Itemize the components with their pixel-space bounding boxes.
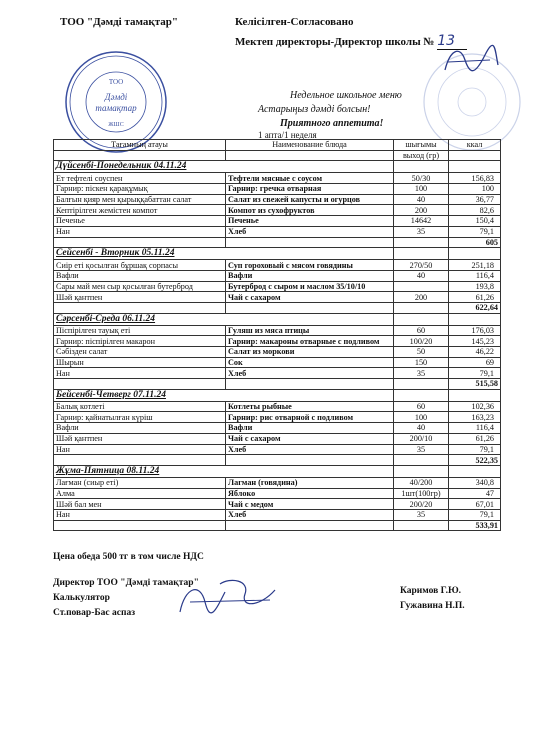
table-row	[54, 173, 501, 184]
dish-rus: Вафли	[226, 270, 394, 281]
day-total-kcal: 522,35	[449, 455, 501, 466]
day-header-row	[54, 313, 501, 325]
header-empty-cell	[226, 150, 394, 161]
dish-kaz: Нан	[54, 509, 226, 520]
dish-portion: 40	[394, 423, 449, 434]
menu-title: Недельное школьное меню	[290, 90, 402, 101]
table-row	[54, 509, 501, 520]
stamp-name2: тамақтар	[95, 103, 137, 113]
day-header-row	[54, 389, 501, 401]
dish-kcal: 36,77	[449, 194, 501, 205]
dish-rus: Тефтели мясные с соусом	[226, 173, 394, 184]
director-name: Каримов Г.Ю.	[400, 586, 462, 596]
dish-kaz: Печенье	[54, 216, 226, 227]
dish-portion: 100	[394, 412, 449, 423]
dish-portion: 1шт(100гр)	[394, 488, 449, 499]
table-row	[54, 401, 501, 412]
dish-portion: 200	[394, 292, 449, 303]
chef-label: Ст.повар-Бас аспаз	[53, 608, 136, 618]
table-row	[54, 336, 501, 347]
table-row	[54, 423, 501, 434]
dish-kaz: Вафли	[54, 423, 226, 434]
dish-rus: Сок	[226, 357, 394, 368]
dish-portion: 200/10	[394, 433, 449, 444]
dish-kaz: Нан	[54, 444, 226, 455]
stamp-top-text: ТОО	[108, 78, 124, 86]
dish-portion	[394, 281, 449, 292]
total-empty-cell	[54, 379, 226, 390]
header-portion: шығымы	[394, 140, 449, 151]
dish-portion: 35	[394, 509, 449, 520]
table-row	[54, 488, 501, 499]
total-empty-cell	[226, 455, 394, 466]
dish-portion: 200/20	[394, 499, 449, 510]
calculator-name: Гужавина Н.П.	[400, 601, 465, 611]
dish-rus: Хлеб	[226, 368, 394, 379]
header-empty-cell	[54, 150, 226, 161]
dish-kaz: Гарнир: піспірілген макарон	[54, 336, 226, 347]
dish-rus: Гарнир: гречка отварная	[226, 184, 394, 195]
school-number: 13	[437, 33, 467, 50]
dish-rus: Печенье	[226, 216, 394, 227]
table-header-row	[54, 140, 501, 151]
dish-kaz: Шырын	[54, 357, 226, 368]
day-title: Сәрсенбі-Среда 06.11.24	[54, 313, 394, 325]
dish-kaz: Вафли	[54, 270, 226, 281]
approval-title: Келісілген-Согласовано	[235, 16, 354, 28]
table-row	[54, 184, 501, 195]
stamp-bottom-text: ЖШС	[108, 122, 124, 128]
dish-kcal: 82,6	[449, 205, 501, 216]
dish-portion: 14642	[394, 216, 449, 227]
calculator-label: Калькулятор	[53, 593, 110, 603]
dish-kcal: 163,23	[449, 412, 501, 423]
dish-kaz: Балық котлеті	[54, 401, 226, 412]
company-name: ТОО "Дәмді тамақтар"	[60, 16, 179, 28]
dish-kaz: Кептірілген жемістен компот	[54, 205, 226, 216]
dish-portion: 35	[394, 368, 449, 379]
dish-kaz: Сәбізден салат	[54, 347, 226, 358]
dish-portion: 150	[394, 357, 449, 368]
dish-kcal: 116,4	[449, 423, 501, 434]
dish-portion: 100	[394, 184, 449, 195]
day-empty-cell	[449, 313, 501, 325]
dish-kcal: 156,83	[449, 173, 501, 184]
table-row	[54, 292, 501, 303]
dish-kcal: 79,1	[449, 509, 501, 520]
header-empty-cell	[449, 150, 501, 161]
table-row	[54, 347, 501, 358]
dish-portion: 40/200	[394, 477, 449, 488]
dish-rus: Салат из свежей капусты и огурцов	[226, 194, 394, 205]
dish-kcal: 102,36	[449, 401, 501, 412]
dish-kaz: Шәй бал мен	[54, 499, 226, 510]
table-row	[54, 281, 501, 292]
menu-table	[53, 139, 501, 531]
dish-kcal: 61,26	[449, 292, 501, 303]
total-empty-cell	[394, 455, 449, 466]
footer-signatures	[170, 572, 280, 622]
day-title: Дүйсенбі-Понедельник 04.11.24	[54, 161, 394, 173]
table-row	[54, 477, 501, 488]
dish-portion: 50/30	[394, 173, 449, 184]
dish-rus: Салат из моркови	[226, 347, 394, 358]
day-empty-cell	[449, 161, 501, 173]
dish-rus: Чай с медом	[226, 499, 394, 510]
dish-rus: Бутерброд с сыром и маслом 35/10/10	[226, 281, 394, 292]
table-row	[54, 205, 501, 216]
price-note: Цена обеда 500 тг в том числе НДС	[53, 552, 204, 562]
menu-body	[54, 150, 501, 531]
total-empty-cell	[226, 302, 394, 313]
menu-wish-ru: Приятного аппетита!	[280, 118, 384, 129]
dish-kaz: Піспірілген тауық еті	[54, 325, 226, 336]
dish-portion: 60	[394, 401, 449, 412]
dish-kcal: 340,8	[449, 477, 501, 488]
total-empty-cell	[394, 237, 449, 248]
day-empty-cell	[394, 465, 449, 477]
header-portion-unit: выход (гр)	[394, 150, 449, 161]
dish-kaz: Гарнир: піскен қарақұмық	[54, 184, 226, 195]
dish-portion: 35	[394, 444, 449, 455]
dish-kaz: Гарнир: қайнатылған күріш	[54, 412, 226, 423]
dish-portion: 35	[394, 226, 449, 237]
director-label: Директор ТОО "Дәмді тамақтар"	[53, 578, 199, 588]
dish-rus: Гуляш из мяса птицы	[226, 325, 394, 336]
day-total-row	[54, 379, 501, 390]
dish-kcal: 47	[449, 488, 501, 499]
dish-kcal: 193,8	[449, 281, 501, 292]
dish-kcal: 150,4	[449, 216, 501, 227]
dish-kaz: Лағман (сиыр еті)	[54, 477, 226, 488]
table-subheader-row	[54, 150, 501, 161]
dish-portion: 40	[394, 270, 449, 281]
dish-rus: Чай с сахаром	[226, 292, 394, 303]
table-row	[54, 226, 501, 237]
dish-kcal: 61,26	[449, 433, 501, 444]
table-row	[54, 260, 501, 271]
day-empty-cell	[394, 389, 449, 401]
dish-kcal: 145,23	[449, 336, 501, 347]
dish-rus: Вафли	[226, 423, 394, 434]
dish-kcal: 176,03	[449, 325, 501, 336]
table-row	[54, 216, 501, 227]
dish-rus: Котлеты рыбные	[226, 401, 394, 412]
approval-director-label: Мектеп директоры-Директор школы №	[235, 36, 435, 48]
dish-kaz: Балғын қияр мен қырыққабаттан салат	[54, 194, 226, 205]
total-empty-cell	[226, 237, 394, 248]
dish-rus: Яблоко	[226, 488, 394, 499]
dish-rus: Суп гороховый с мясом говядины	[226, 260, 394, 271]
table-row	[54, 412, 501, 423]
dish-portion: 100/20	[394, 336, 449, 347]
table-row	[54, 368, 501, 379]
table-row	[54, 194, 501, 205]
dish-rus: Гарнир: рис отварной с подливом	[226, 412, 394, 423]
day-total-kcal: 622,64	[449, 302, 501, 313]
day-title: Сейсенбі - Вторник 05.11.24	[54, 248, 394, 260]
header-kcal: ккал	[449, 140, 501, 151]
day-total-kcal: 515,58	[449, 379, 501, 390]
total-empty-cell	[54, 237, 226, 248]
day-empty-cell	[394, 161, 449, 173]
day-empty-cell	[394, 248, 449, 260]
dish-rus: Хлеб	[226, 444, 394, 455]
day-empty-cell	[394, 313, 449, 325]
dish-kcal: 67,01	[449, 499, 501, 510]
dish-kcal: 116,4	[449, 270, 501, 281]
dish-kcal: 251,18	[449, 260, 501, 271]
header-rus: Наименование блюда	[226, 140, 394, 151]
dish-portion: 60	[394, 325, 449, 336]
dish-portion: 50	[394, 347, 449, 358]
dish-kaz: Нан	[54, 368, 226, 379]
total-empty-cell	[54, 520, 226, 531]
table-row	[54, 357, 501, 368]
dish-kaz: Шәй қантпен	[54, 292, 226, 303]
dish-rus: Хлеб	[226, 509, 394, 520]
day-total-kcal: 605	[449, 237, 501, 248]
dish-portion: 270/50	[394, 260, 449, 271]
day-header-row	[54, 161, 501, 173]
table-row	[54, 433, 501, 444]
dish-kaz: Ет тефтелі соуспен	[54, 173, 226, 184]
table-row	[54, 444, 501, 455]
total-empty-cell	[394, 302, 449, 313]
dish-kaz: Сиір еті қосылған бұршақ сорпасы	[54, 260, 226, 271]
dish-rus: Чай с сахаром	[226, 433, 394, 444]
dish-rus: Лагман (говядина)	[226, 477, 394, 488]
week-label: 1 апта/1 неделя	[258, 130, 317, 140]
total-empty-cell	[54, 302, 226, 313]
day-empty-cell	[449, 248, 501, 260]
dish-rus: Хлеб	[226, 226, 394, 237]
day-header-row	[54, 465, 501, 477]
dish-kcal: 79,1	[449, 368, 501, 379]
table-row	[54, 270, 501, 281]
day-empty-cell	[449, 389, 501, 401]
day-header-row	[54, 248, 501, 260]
day-total-row	[54, 455, 501, 466]
day-total-row	[54, 520, 501, 531]
dish-kcal: 69	[449, 357, 501, 368]
stamp-name1: Дәмді	[104, 92, 128, 102]
total-empty-cell	[394, 379, 449, 390]
table-row	[54, 325, 501, 336]
day-title: Бейсенбі-Четверг 07.11.24	[54, 389, 394, 401]
dish-kaz: Нан	[54, 226, 226, 237]
dish-kcal: 79,1	[449, 444, 501, 455]
dish-kcal: 46,22	[449, 347, 501, 358]
day-total-row	[54, 302, 501, 313]
total-empty-cell	[54, 455, 226, 466]
dish-kaz: Алма	[54, 488, 226, 499]
total-empty-cell	[226, 520, 394, 531]
total-empty-cell	[394, 520, 449, 531]
header-kaz: Тағамның атауы	[54, 140, 226, 151]
day-total-kcal: 533,91	[449, 520, 501, 531]
dish-rus: Компот из сухофруктов	[226, 205, 394, 216]
dish-kcal: 79,1	[449, 226, 501, 237]
day-empty-cell	[449, 465, 501, 477]
dish-kcal: 100	[449, 184, 501, 195]
dish-portion: 200	[394, 205, 449, 216]
day-title: Жұма-Пятница 08.11.24	[54, 465, 394, 477]
dish-kaz: Сары май мен сыр қосылған бутерброд	[54, 281, 226, 292]
dish-rus: Гарнир: макароны отварные с подливом	[226, 336, 394, 347]
day-total-row	[54, 237, 501, 248]
dish-portion: 40	[394, 194, 449, 205]
dish-kaz: Шәй қантпен	[54, 433, 226, 444]
table-row	[54, 499, 501, 510]
total-empty-cell	[226, 379, 394, 390]
menu-wish-kz: Астарыңыз дәмді болсын!	[258, 104, 371, 115]
director-signature	[440, 40, 500, 80]
